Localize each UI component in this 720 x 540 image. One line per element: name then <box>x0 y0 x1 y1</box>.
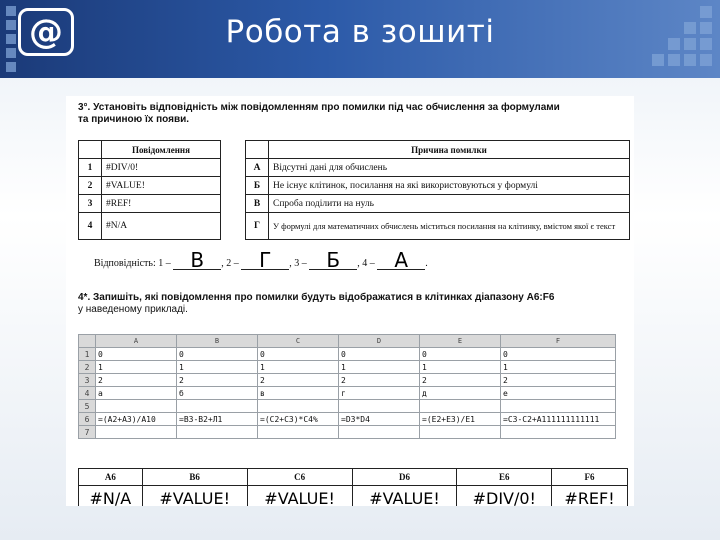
results-header-row <box>79 469 628 486</box>
row-header: 2 <box>79 361 96 374</box>
column-header: F <box>501 335 616 348</box>
corner-cell <box>246 141 269 159</box>
cell[interactable]: 1 <box>96 361 177 374</box>
result-value[interactable]: #DIV/0! <box>457 486 552 507</box>
cell[interactable]: 1 <box>177 361 258 374</box>
answer-blank-3[interactable] <box>309 248 357 272</box>
cell[interactable]: 2 <box>501 374 616 387</box>
deco-square <box>684 54 696 66</box>
cell[interactable]: б <box>177 387 258 400</box>
spreadsheet-grid <box>78 334 616 439</box>
formula-cell[interactable]: =B3-B2+Л1 <box>177 413 258 426</box>
cell[interactable] <box>501 426 616 439</box>
cell[interactable]: г <box>339 387 420 400</box>
result-value[interactable]: #REF! <box>552 486 628 507</box>
cell[interactable] <box>339 426 420 439</box>
column-header: B <box>177 335 258 348</box>
answer-3: Б <box>326 248 341 272</box>
spacer <box>221 195 246 213</box>
task4-prompt-line1: 4*. Запишіть, які повідомлення про помилки будуть відображатися в клітинках діапазону A6:F6 <box>78 292 555 303</box>
task3-prompt-line2: та причиною їх появи. <box>78 114 190 125</box>
reason-letter: А <box>246 159 269 177</box>
cell[interactable]: 0 <box>96 348 177 361</box>
answer-sep: , 3 – <box>289 258 307 269</box>
reason-text: Відсутні дані для обчислень <box>269 159 630 177</box>
row-header: 3 <box>79 374 96 387</box>
formula-cell[interactable]: =(C2+C3)*C4% <box>258 413 339 426</box>
cell[interactable]: 0 <box>501 348 616 361</box>
sheet-row <box>79 400 616 413</box>
logo-symbol: @ <box>29 12 63 52</box>
row-header: 5 <box>79 400 96 413</box>
cell[interactable]: 2 <box>258 374 339 387</box>
cell[interactable]: 2 <box>420 374 501 387</box>
result-value[interactable]: #N/A <box>79 486 143 507</box>
answer-blank-1[interactable] <box>173 248 221 272</box>
result-cell-ref: E6 <box>457 469 552 486</box>
cell[interactable] <box>177 426 258 439</box>
deco-square <box>6 62 16 72</box>
task3-prompt <box>78 102 560 126</box>
match-table <box>78 140 630 240</box>
page-title: Робота в зошиті <box>225 14 495 50</box>
cell[interactable] <box>258 400 339 413</box>
result-cell-ref: A6 <box>79 469 143 486</box>
result-cell-ref: B6 <box>142 469 247 486</box>
cell[interactable]: 0 <box>420 348 501 361</box>
result-value[interactable]: #VALUE! <box>352 486 457 507</box>
result-value[interactable]: #VALUE! <box>142 486 247 507</box>
sheet-row <box>79 374 616 387</box>
error-message: #N/A <box>102 213 221 240</box>
cell[interactable] <box>258 426 339 439</box>
column-header: D <box>339 335 420 348</box>
cell[interactable]: 2 <box>339 374 420 387</box>
col-reason-header: Причина помилки <box>269 141 630 159</box>
row-number: 2 <box>79 177 102 195</box>
reason-letter: Г <box>246 213 269 240</box>
cell[interactable]: 0 <box>177 348 258 361</box>
error-message: #REF! <box>102 195 221 213</box>
reason-letter: Б <box>246 177 269 195</box>
match-row <box>79 159 630 177</box>
row-number: 3 <box>79 195 102 213</box>
sheet-row <box>79 348 616 361</box>
result-cell-ref: D6 <box>352 469 457 486</box>
results-value-row <box>79 486 628 507</box>
match-row <box>79 213 630 240</box>
cell[interactable] <box>339 400 420 413</box>
column-header: A <box>96 335 177 348</box>
cell[interactable]: 1 <box>420 361 501 374</box>
task4-prompt <box>78 292 554 316</box>
sheet-row <box>79 413 616 426</box>
cell[interactable] <box>420 426 501 439</box>
row-header: 4 <box>79 387 96 400</box>
deco-square <box>668 54 680 66</box>
result-cell-ref: F6 <box>552 469 628 486</box>
cell[interactable] <box>420 400 501 413</box>
row-number: 1 <box>79 159 102 177</box>
cell[interactable] <box>501 400 616 413</box>
task4-prompt-line2: у наведеному прикладі. <box>78 304 188 315</box>
result-value[interactable]: #VALUE! <box>247 486 352 507</box>
cell[interactable]: в <box>258 387 339 400</box>
formula-cell[interactable]: =(A2+A3)/A10 <box>96 413 177 426</box>
cell[interactable]: 1 <box>339 361 420 374</box>
cell[interactable]: 2 <box>177 374 258 387</box>
answer-blank-2[interactable] <box>241 248 289 272</box>
reason-text: Спроба поділити на нуль <box>269 195 630 213</box>
worksheet-scan <box>66 96 634 506</box>
column-header: C <box>258 335 339 348</box>
answer-4: А <box>394 248 409 272</box>
row-header: 1 <box>79 348 96 361</box>
match-row <box>79 195 630 213</box>
cell[interactable] <box>96 400 177 413</box>
row-number: 4 <box>79 213 102 240</box>
cell[interactable] <box>96 426 177 439</box>
formula-cell[interactable]: =(E2+E3)/E1 <box>420 413 501 426</box>
reason-letter: В <box>246 195 269 213</box>
cell[interactable]: а <box>96 387 177 400</box>
cell[interactable]: 2 <box>96 374 177 387</box>
cell[interactable]: 1 <box>501 361 616 374</box>
sheet-row <box>79 387 616 400</box>
task3-prompt-line1: 3°. Установіть відповідність між повідомленням про помилки під час обчислення за формулами <box>78 102 560 113</box>
spacer <box>221 159 246 177</box>
spacer <box>221 177 246 195</box>
corner-cell <box>79 141 102 159</box>
cell[interactable]: д <box>420 387 501 400</box>
deco-square <box>700 54 712 66</box>
error-message: #DIV/0! <box>102 159 221 177</box>
answer-end: . <box>425 258 428 269</box>
cell[interactable]: 1 <box>258 361 339 374</box>
error-message: #VALUE! <box>102 177 221 195</box>
col-message-header: Повідомлення <box>102 141 221 159</box>
answer-1: В <box>190 248 205 272</box>
cell[interactable] <box>177 400 258 413</box>
cell[interactable]: 0 <box>258 348 339 361</box>
reason-text: Не існує клітинок, посилання на які використовуються у формулі <box>269 177 630 195</box>
slide-header <box>0 0 720 78</box>
spacer <box>221 213 246 240</box>
cell[interactable]: 0 <box>339 348 420 361</box>
formula-cell[interactable]: =C3-C2+A111111111111 <box>501 413 616 426</box>
column-header: E <box>420 335 501 348</box>
corner-cell <box>79 335 96 348</box>
answer-2: Г <box>259 248 272 272</box>
result-cell-ref: C6 <box>247 469 352 486</box>
sheet-row <box>79 361 616 374</box>
spacer <box>221 141 246 159</box>
column-header-row <box>79 335 616 348</box>
answer-sep: , 2 – <box>221 258 239 269</box>
sheet-row <box>79 426 616 439</box>
cell[interactable]: е <box>501 387 616 400</box>
row-header: 6 <box>79 413 96 426</box>
answer-line <box>94 248 428 272</box>
match-row <box>79 177 630 195</box>
answer-sep: , 4 – <box>357 258 375 269</box>
row-header: 7 <box>79 426 96 439</box>
formula-cell[interactable]: =D3*D4 <box>339 413 420 426</box>
answer-blank-4[interactable] <box>377 248 425 272</box>
answer-label: Відповідність: 1 – <box>94 258 171 269</box>
reason-text: У формулі для математичних обчислень міститься посилання на клітинку, вмістом якої є текст <box>269 213 630 240</box>
results-table <box>78 468 628 506</box>
deco-square <box>652 54 664 66</box>
